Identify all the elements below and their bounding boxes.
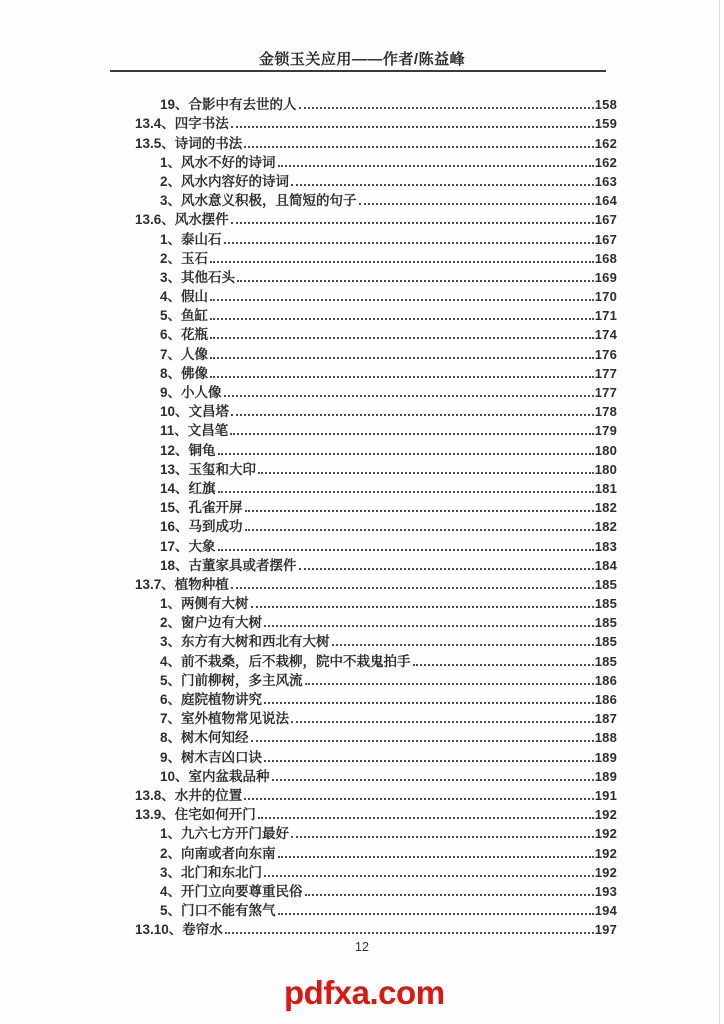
toc-entry-label: 4、前不栽桑，后不栽柳，院中不栽鬼拍手 <box>160 653 411 669</box>
toc-entry-label: 13.5、诗词的书法 <box>135 135 243 151</box>
toc-entry-page-number: 177 <box>594 385 617 400</box>
toc-dotted-leader <box>244 798 593 800</box>
toc-entry <box>135 708 617 727</box>
toc-entry <box>135 401 617 420</box>
toc-entry-label: 3、其他石头 <box>160 269 236 285</box>
toc-entry-label: 15、孔雀开屏 <box>160 500 243 516</box>
footer-page-number: 12 <box>355 940 369 954</box>
toc-entry-label: 13.7、植物种植 <box>135 576 229 592</box>
toc-entry-label: 5、门口不能有煞气 <box>160 903 276 919</box>
toc-entry <box>135 516 617 535</box>
toc-dotted-leader <box>299 568 594 570</box>
toc-entry-label: 3、北门和东北门 <box>160 864 263 880</box>
toc-entry <box>135 574 617 593</box>
toc-entry-page-number: 182 <box>594 519 617 535</box>
toc-entry-page-number: 179 <box>594 423 617 439</box>
toc-entry-label: 14、红旗 <box>160 480 216 496</box>
toc-entry <box>135 305 617 324</box>
toc-entry-label: 19、合影中有去世的人 <box>160 97 297 113</box>
toc-entry-label: 1、两侧有大树 <box>160 596 249 612</box>
page-header-title: 金锁玉关应用——作者/陈益峰 <box>258 51 466 68</box>
toc-entry <box>135 919 617 938</box>
toc-entry <box>135 670 617 689</box>
toc-entry-label: 13.6、风水摆件 <box>135 212 229 228</box>
toc-entry-page-number: 159 <box>594 116 617 132</box>
toc-dotted-leader <box>359 203 594 205</box>
toc-dotted-leader <box>413 664 594 666</box>
toc-entry-label: 13.4、四字书法 <box>135 116 229 132</box>
toc-entry-page-number: 177 <box>594 365 617 381</box>
toc-entry <box>135 804 617 823</box>
toc-entry <box>135 766 617 785</box>
toc-entry-label: 13.8、水井的位置 <box>135 787 243 803</box>
toc-entry-page-number: 192 <box>594 807 617 823</box>
toc-dotted-leader <box>210 299 594 301</box>
toc-entry-label: 2、风水内容好的诗词 <box>160 173 290 189</box>
toc-entry-page-number: 171 <box>594 308 617 324</box>
toc-entry-label: 5、门前柳树，多主风流 <box>160 672 303 688</box>
toc-entry <box>135 324 617 343</box>
toc-entry-page-number: 162 <box>594 154 617 170</box>
watermark: pdfxa.com <box>284 974 445 1011</box>
toc-entry <box>135 612 617 631</box>
toc-entry <box>135 881 617 900</box>
toc-entry <box>135 650 617 669</box>
toc-dotted-leader <box>210 337 594 339</box>
toc-entry <box>135 152 617 171</box>
toc-dotted-leader <box>264 760 594 762</box>
toc-dotted-leader <box>210 357 594 359</box>
toc-entry-page-number: 174 <box>594 327 617 343</box>
toc-entry <box>135 94 617 113</box>
toc-entry-page-number: 185 <box>594 596 617 612</box>
toc-dotted-leader <box>231 126 594 128</box>
toc-entry <box>135 286 617 305</box>
toc-entry-page-number: 191 <box>594 787 617 803</box>
toc-entry-label: 7、人像 <box>160 346 209 362</box>
toc-dotted-leader <box>299 107 594 109</box>
toc-entry-label: 11、文昌笔 <box>160 423 229 439</box>
toc-entry <box>135 228 617 247</box>
toc-dotted-leader <box>278 856 594 858</box>
toc-entry-page-number: 184 <box>594 557 617 573</box>
toc-dotted-leader <box>291 184 594 186</box>
toc-entry <box>135 248 617 267</box>
toc-entry <box>135 439 617 458</box>
header-divider <box>110 70 606 72</box>
toc-dotted-leader <box>291 836 594 838</box>
toc-entry-label: 8、佛像 <box>160 365 209 381</box>
toc-entry-page-number: 185 <box>594 634 617 650</box>
toc-dotted-leader <box>218 491 594 493</box>
toc-dotted-leader <box>237 280 594 282</box>
toc-entry-page-number: 180 <box>594 442 617 458</box>
toc-dotted-leader <box>210 376 594 378</box>
toc-dotted-leader <box>278 913 594 915</box>
toc-dotted-leader <box>264 702 594 704</box>
toc-entry-label: 2、窗户边有大树 <box>160 615 263 631</box>
toc-entry-label: 12、铜龟 <box>160 442 216 458</box>
toc-dotted-leader <box>258 472 594 474</box>
toc-dotted-leader <box>251 606 594 608</box>
toc-entry-page-number: 188 <box>594 730 617 746</box>
toc-entry <box>135 727 617 746</box>
toc-entry-page-number: 158 <box>594 97 617 113</box>
toc-entry <box>135 113 617 132</box>
toc-entry-label: 13.10、卷帘水 <box>135 922 223 938</box>
toc-entry <box>135 823 617 842</box>
toc-entry-label: 5、鱼缸 <box>160 308 209 324</box>
toc-dotted-leader <box>218 453 594 455</box>
toc-dotted-leader <box>245 510 594 512</box>
toc-entry <box>135 689 617 708</box>
toc-entry-page-number: 192 <box>594 845 617 861</box>
toc-entry <box>135 382 617 401</box>
toc-entry <box>135 593 617 612</box>
toc-entry <box>135 478 617 497</box>
toc-entry-page-number: 197 <box>594 922 617 938</box>
toc-entry-label: 8、树木何知经 <box>160 730 249 746</box>
toc-dotted-leader <box>224 395 594 397</box>
toc-dotted-leader <box>264 625 594 627</box>
scan-edge-line <box>719 0 720 1024</box>
toc-entry-page-number: 183 <box>594 538 617 554</box>
toc-entry-page-number: 186 <box>594 672 617 688</box>
toc-dotted-leader <box>305 894 594 896</box>
toc-entry <box>135 132 617 151</box>
toc-dotted-leader <box>231 587 594 589</box>
toc-entry-page-number: 163 <box>594 173 617 189</box>
toc-entry-label: 6、庭院植物讲究 <box>160 692 263 707</box>
toc-dotted-leader <box>258 817 594 819</box>
toc-entry-page-number: 180 <box>594 461 617 477</box>
toc-entry-label: 2、玉石 <box>160 250 209 266</box>
toc-dotted-leader <box>224 242 594 244</box>
toc-dotted-leader <box>264 875 594 877</box>
toc-dotted-leader <box>210 261 594 263</box>
toc-entry <box>135 363 617 382</box>
toc-entry <box>135 555 617 574</box>
toc-entry-label: 3、东方有大树和西北有大树 <box>160 634 330 650</box>
toc-entry-label: 13.9、住宅如何开门 <box>135 807 256 823</box>
toc-dotted-leader <box>272 779 594 781</box>
toc-entry <box>135 535 617 554</box>
toc-dotted-leader <box>210 318 594 320</box>
toc-entry-page-number: 170 <box>594 289 617 305</box>
toc-entry <box>135 343 617 362</box>
toc-entry <box>135 497 617 516</box>
toc-entry <box>135 209 617 228</box>
toc-entry-page-number: 193 <box>594 883 617 899</box>
toc-entry-page-number: 194 <box>594 903 617 919</box>
toc-entry <box>135 842 617 861</box>
toc-list <box>135 94 617 938</box>
toc-dotted-leader <box>231 222 594 224</box>
toc-entry-label: 4、开门立向要尊重民俗 <box>160 883 303 899</box>
toc-entry-label: 13、玉玺和大印 <box>160 461 257 477</box>
toc-dotted-leader <box>231 414 594 416</box>
toc-dotted-leader <box>251 740 594 742</box>
toc-entry-page-number: 189 <box>594 749 617 765</box>
toc-entry-page-number: 189 <box>594 768 617 784</box>
toc-entry-page-number: 176 <box>594 346 617 362</box>
toc-entry-page-number: 192 <box>594 826 617 842</box>
toc-dotted-leader <box>245 529 594 531</box>
toc-entry-page-number: 187 <box>594 711 617 727</box>
toc-entry-page-number: 162 <box>594 135 617 151</box>
toc-entry-label: 6、花瓶 <box>160 327 209 343</box>
toc-entry-page-number: 185 <box>594 576 617 592</box>
toc-entry-label: 10、室内盆栽品种 <box>160 768 270 784</box>
toc-entry-page-number: 168 <box>594 250 617 266</box>
toc-entry-label: 17、大象 <box>160 538 216 554</box>
toc-entry-page-number: 185 <box>594 615 617 631</box>
toc-entry-page-number: 182 <box>594 500 617 516</box>
toc-dotted-leader <box>291 721 594 723</box>
toc-entry-label: 1、风水不好的诗词 <box>160 154 276 170</box>
toc-dotted-leader <box>225 932 594 934</box>
toc-entry-label: 9、树木吉凶口诀 <box>160 749 263 765</box>
toc-entry-page-number: 181 <box>594 480 617 496</box>
toc-entry <box>135 459 617 478</box>
toc-entry-label: 9、小人像 <box>160 385 222 400</box>
toc-entry <box>135 900 617 919</box>
toc-entry-page-number: 167 <box>594 212 617 228</box>
toc-entry-label: 2、向南或者向东南 <box>160 845 276 861</box>
toc-entry <box>135 785 617 804</box>
toc-entry <box>135 862 617 881</box>
toc-entry-label: 7、室外植物常见说法 <box>160 711 290 727</box>
toc-entry-page-number: 164 <box>594 193 617 209</box>
toc-dotted-leader <box>230 433 593 435</box>
toc-entry-page-number: 167 <box>594 231 617 247</box>
toc-dotted-leader <box>278 165 594 167</box>
toc-entry-page-number: 186 <box>594 692 617 707</box>
toc-dotted-leader <box>218 549 594 551</box>
toc-entry-label: 16、马到成功 <box>160 519 243 535</box>
toc-entry-label: 10、文昌塔 <box>160 404 230 420</box>
toc-entry <box>135 171 617 190</box>
toc-entry-label: 3、风水意义积极，且简短的句子 <box>160 193 357 209</box>
toc-entry <box>135 267 617 286</box>
toc-entry-label: 18、古董家具或者摆件 <box>160 557 297 573</box>
toc-entry <box>135 420 617 439</box>
toc-entry-label: 1、泰山石 <box>160 231 222 247</box>
toc-entry-page-number: 169 <box>594 269 617 285</box>
toc-dotted-leader <box>305 683 594 685</box>
toc-entry-page-number: 178 <box>594 404 617 420</box>
toc-entry <box>135 631 617 650</box>
toc-entry <box>135 746 617 765</box>
toc-entry-page-number: 185 <box>594 653 617 669</box>
toc-entry-label: 1、九六七方开门最好 <box>160 826 290 842</box>
toc-dotted-leader <box>332 644 594 646</box>
toc-entry <box>135 190 617 209</box>
toc-entry-page-number: 192 <box>594 864 617 880</box>
toc-dotted-leader <box>244 146 593 148</box>
toc-entry-label: 4、假山 <box>160 289 209 305</box>
